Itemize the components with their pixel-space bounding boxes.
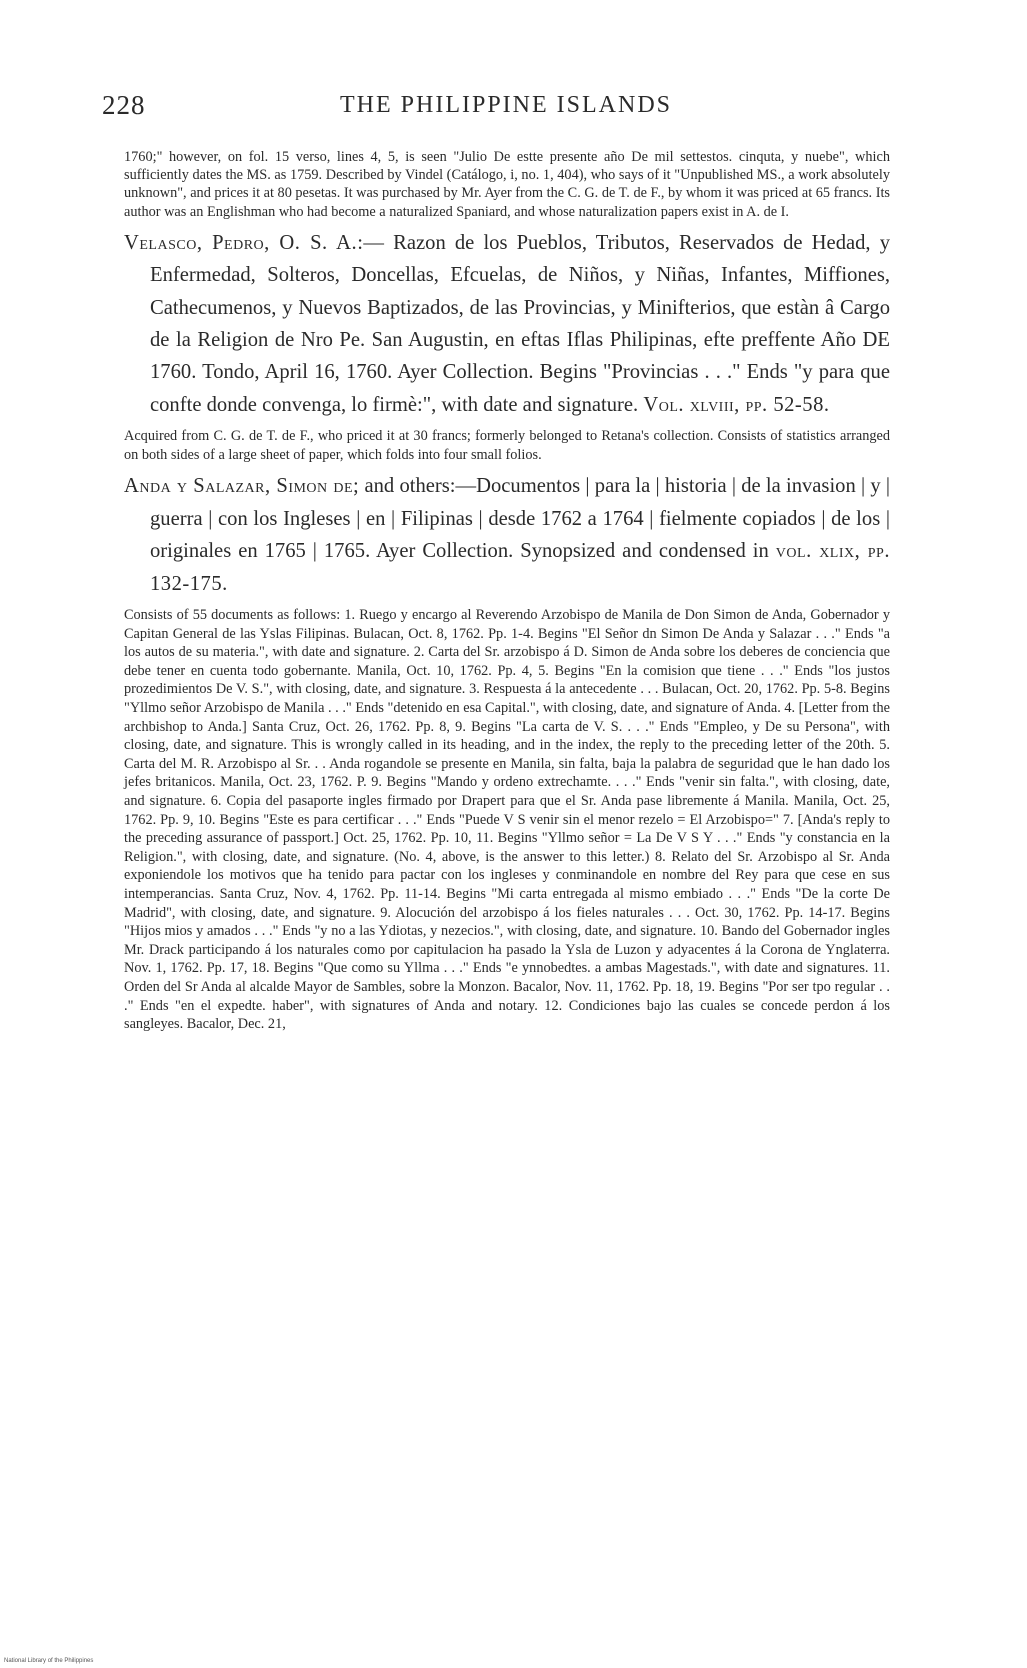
entry-author: Anda y Salazar, Simon de; bbox=[124, 475, 360, 498]
running-title: THE PHILIPPINE ISLANDS bbox=[340, 92, 672, 118]
entry-text: and others:—Documentos | para la | historia | de la invasion | y | guerra | con los Ingleses | en | Filipinas | desde 1762 a 1764 | fielmente copiados | de los | originales en 1765 | 1765. Ayer Collection. Synopsized and condensed in bbox=[150, 475, 890, 563]
entry-note: Acquired from C. G. de T. de F., who priced it at 30 francs; formerly belonged to Retana's collection. Consists of statistics arranged on both sides of a large sheet of paper, which folds into four small folios. bbox=[124, 428, 890, 463]
entry-note: Consists of 55 documents as follows: 1. Ruego y encargo al Reverendo Arzobispo de Manila de Don Simon de Anda, Gobernador y Capitan General de las Yslas Filipinas. Bulacan, Oct. 8, 1762. Pp. 1-4. Begins "El Señor dn Simon De Anda y Salazar . . ." Ends "a los autos de su materia.", with date and signature. 2. Carta del Sr. arzobispo á D. Simon de Anda sobre los deberes de conciencia que debe tener en cuenta todo gobernante. Manila, Oct. 10, 1762. Pp. 4, 5. Begins "En la comision que tiene . . ." Ends "los justos prozedimientos De V. S.", with closing, date, and signature. 3. Respuesta á la antecedente . . . Bulacan, Oct. 20, 1762. Pp. 5-8. Begins "Yllmo señor Arzobispo de Manila . . ." Ends "detenido en esa Capital.", with closing, date, and signature of Anda. 4. [Letter from the archbishop to Anda.] Santa Cruz, Oct. 26, 1762. Pp. 8, 9. Begins "La carta de V. S. . . ." Ends "Empleo, y De su Persona", with closing, date, and signature. This is wrongly called in its heading, and in the index, the reply to the preceding letter of the 20th. 5. Carta del M. R. Arzobispo al Sr. . . Anda rogandole se presente en Manila, sin falta, baja la palabra de seguridad que le han dado los jefes britanicos. Manila, Oct. 23, 1762. P. 9. Begins "Mando y ordeno extrechamte. . . ." Ends "venir sin falta.", with closing, date, and signature. 6. Copia del pasaporte ingles firmado por Drapert para que el Sr. Anda pase libremente á Manila. Manila, Oct. 25, 1762. Pp. 9, 10. Begins "Este es para certificar . . ." Ends "Puede V S venir sin el menor rezelo = El Arzobispo=" 7. [Anda's reply to the preceding assurance of passport.] Oct. 25, 1762. Pp. 10, 11. Begins "Yllmo señor = La De V S Y . . ." Ends "y constancia en la Religion.", with closing, date, and signature. (No. 4, above, is the answer to this letter.) 8. Relato del Sr. Arzobispo al Sr. Anda exponiendole los motivos que ha tenido para pactar con los ingleses y conminandole en nombre del Rey para que cese en sus intemperancias. Santa Cruz, Nov. 4, 1762. Pp. 11-14. Begins "Mi carta entregada al mismo embiado . . ." Ends "De la corte De Madrid", with closing, date, and signature. 9. Alocución del arzobispo á los fieles naturales . . . Oct. 30, 1762. Pp. 14-17. Begins "Hijos mios y amados . . ." Ends "y no a las Ydiotas, y nezecios.", with closing, date, and signature. 10. Bando del Gobernador ingles Mr. Drack participando á los naturales como por capitulacion ha pasado la Ysla de Luzon y adyacentes á la Corona de Ynglaterra. Nov. 1, 1762. Pp. 17, 18. Begins "Que como su Yllma . . ." Ends "e ynnobedtes. a ambas Magestads.", with date and signatures. 11. Orden del Sr Anda al alcalde Mayor de Sambles, sobre la Monzon. Bacalor, Nov. 11, 1762. Pp. 18, 19. Begins "Por ser tpo regular . . ." Ends "en el expedte. haber", with signatures of Anda and notary. 12. Condiciones bajo las cuales se concede perdon á los sangleyes. Bacalor, Dec. 21, bbox=[124, 607, 890, 1033]
library-footer: National Library of the Philippines bbox=[4, 1658, 94, 1664]
entry-volume: Vol. xlviii, pp. 52-58. bbox=[643, 393, 830, 416]
entry-author: Velasco, Pedro, O. S. A.: bbox=[124, 231, 364, 254]
page-number: 228 bbox=[102, 90, 146, 120]
intro-paragraph: 1760;" however, on fol. 15 verso, lines 4, 5, is seen "Julio De estte presente año De mil settestos. cinquta, y nuebe", which sufficiently dates the MS. as 1759. Described by Vindel (Catálogo, i, no. 1, 404), who says of it "Unpublished MS., a work absolutely unknown", and prices it at 80 pesetas. It was purchased by Mr. Ayer from the C. G. de T. de F., by whom it was priced at 65 francs. Its author was an Englishman who had become a naturalized Spaniard, and whose naturalization papers exist in A. de I. bbox=[124, 149, 890, 220]
entry-volume: vol. xlix, pp. 132-175. bbox=[150, 540, 890, 595]
entry-velasco bbox=[124, 227, 890, 421]
entry-anda bbox=[124, 470, 890, 600]
body-text bbox=[124, 148, 890, 1040]
page-header bbox=[102, 90, 910, 130]
entry-text: — Razon de los Pueblos, Tributos, Reservados de Hedad, y Enfermedad, Solteros, Doncellas, Efcuelas, de Niños, y Niñas, Infantes, Miffiones, Cathecumenos, y Nuevos Baptizados, de las Provincias, y Minifterios, que estàn â Cargo de la Religion de Nro Pe. San Augustin, en eftas Iflas Philipinas, efte preffente Año DE 1760. Tondo, April 16, 1760. Ayer Collection. Begins "Provincias . . ." Ends "y para que confte donde convenga, lo firmè:", with date and signature. bbox=[150, 231, 890, 416]
